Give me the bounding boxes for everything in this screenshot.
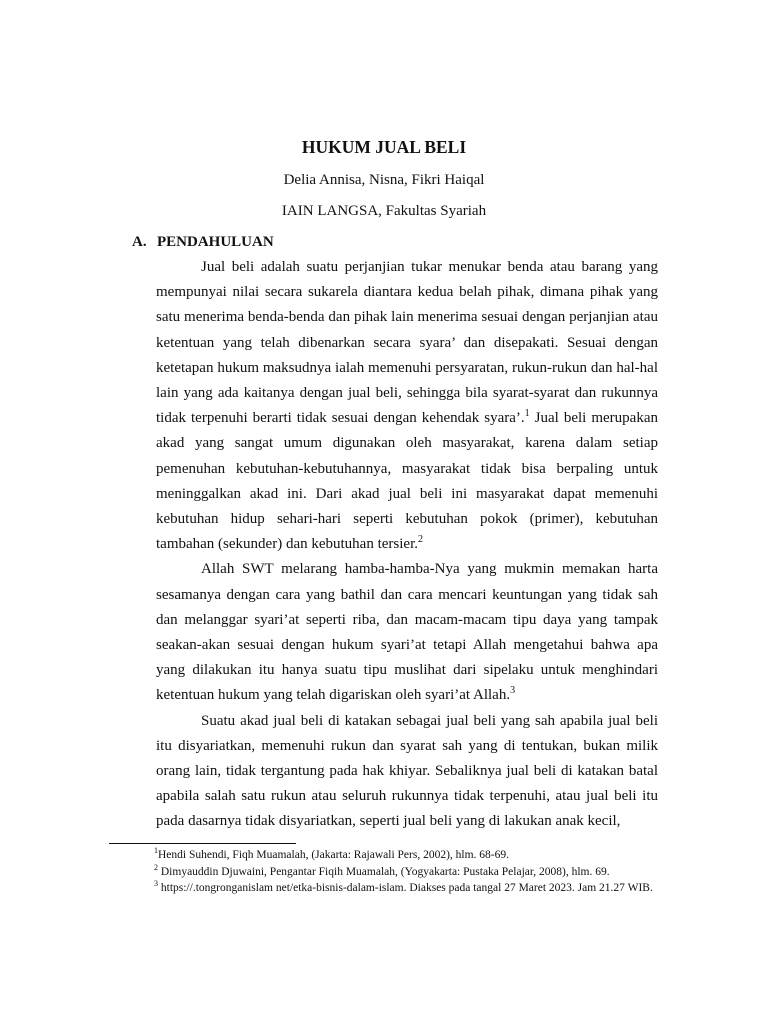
footnote-mark: 3 — [154, 879, 158, 889]
footnote-mark: 2 — [154, 862, 158, 872]
footnote-text: Dimyauddin Djuwaini, Pengantar Fiqih Muamalah, (Yogyakarta: Pustaka Pelajar, 2008), hlm. 69. — [158, 865, 610, 878]
section-title: PENDAHULUAN — [157, 234, 274, 250]
affiliation: IAIN LANGSA, Fakultas Syariah — [281, 203, 487, 219]
paragraph-text: Allah SWT melarang hamba-hamba-Nya yang mukmin memakan harta sesamanya dengan cara yang bathil dan cara mencari keuntungan yang tidak sah dan melanggar syari’at seperti riba, dan macam-macam tipu daya yang tampak seakan-akan sesuai dengan hukum syari’at tetapi Allah mengetahui bahwa apa yang dilakukan itu hanya suatu tipu muslihat dari sipelaku untuk menghindari ketentuan hukum yang telah digariskan oleh syari’at Allah. — [156, 561, 658, 704]
body-text — [156, 255, 658, 835]
paragraph-3 — [156, 709, 658, 835]
paper-title: HUKUM JUAL BELI — [301, 137, 467, 157]
footnote-text: Hendi Suhendi, Fiqh Muamalah, (Jakarta: Rajawali Pers, 2002), hlm. 68-69. — [158, 849, 510, 861]
footnote-2 — [109, 862, 658, 880]
paragraph-text: Jual beli adalah suatu perjanjian tukar menukar benda atau barang yang mempunyai nilai secara sukarela diantara kedua belah pihak, dimana pihak yang satu menerima benda-benda dan pihak lain menerima sesuai dengan perjanjian atau ketentuan yang telah dibenarkan secara syara’ dan disepakati. Sesuai dengan ketetapan hukum maksudnya ialah memenuhi persyaratan, rukun-rukun dan hal-hal lain yang ada kaitanya dengan jual beli, sehingga bila syarat-syarat dan rukunnya tidak terpenuhi berarti tidak sesuai dengan kehendak syara’. — [156, 259, 658, 427]
footnote-1 — [109, 848, 658, 863]
footnote-mark: 1 — [154, 846, 158, 856]
paragraph-text: Suatu akad jual beli di katakan sebagai jual beli yang sah apabila jual beli itu disyariatkan, memenuhi rukun dan syarat sah yang di tentukan, bukan milik orang lain, tidak tergantung pada hak khiyar. Sebaliknya jual beli di katakan batal apabila salah satu rukun atau seluruh rukunnya tidak terpenuhi, atau jual beli itu pada dasarnya tidak disyariatkan, seperti jual beli yang di lakukan anak kecil, — [156, 712, 658, 830]
footnotes — [109, 848, 658, 898]
footnote-ref: 3 — [510, 685, 516, 697]
footnote-ref: 1 — [524, 408, 530, 420]
footnote-3 — [109, 881, 658, 896]
footnote-ref: 2 — [418, 534, 423, 546]
paragraph-text: Jual beli merupakan akad yang sangat umum digunakan oleh masyarakat, karena dalam setiap pemenuhan kebutuhan-kebutuhannya, masyarakat tidak bisa berpaling untuk meninggalkan akad ini. Dari akad jual beli ini masyarakat dapat memenuhi kebutuhan hidup sehari-hari seperti kebutuhan pokok (primer), kebutuhan tambahan (sekunder) dan kebutuhan tersier. — [156, 410, 658, 553]
footnote-separator — [109, 843, 296, 844]
footnote-text: https://.tongronganislam net/etka-bisnis-dalam-islam. Diakses pada tangal 27 Maret 2023. Jam 21.27 WIB. — [158, 882, 653, 894]
author-list: Delia Annisa, Nisna, Fikri Haiqal — [283, 172, 485, 188]
section-number: A. — [132, 234, 147, 250]
paragraph-1 — [156, 255, 658, 557]
section-heading — [132, 234, 274, 251]
paragraph-2 — [156, 557, 658, 708]
